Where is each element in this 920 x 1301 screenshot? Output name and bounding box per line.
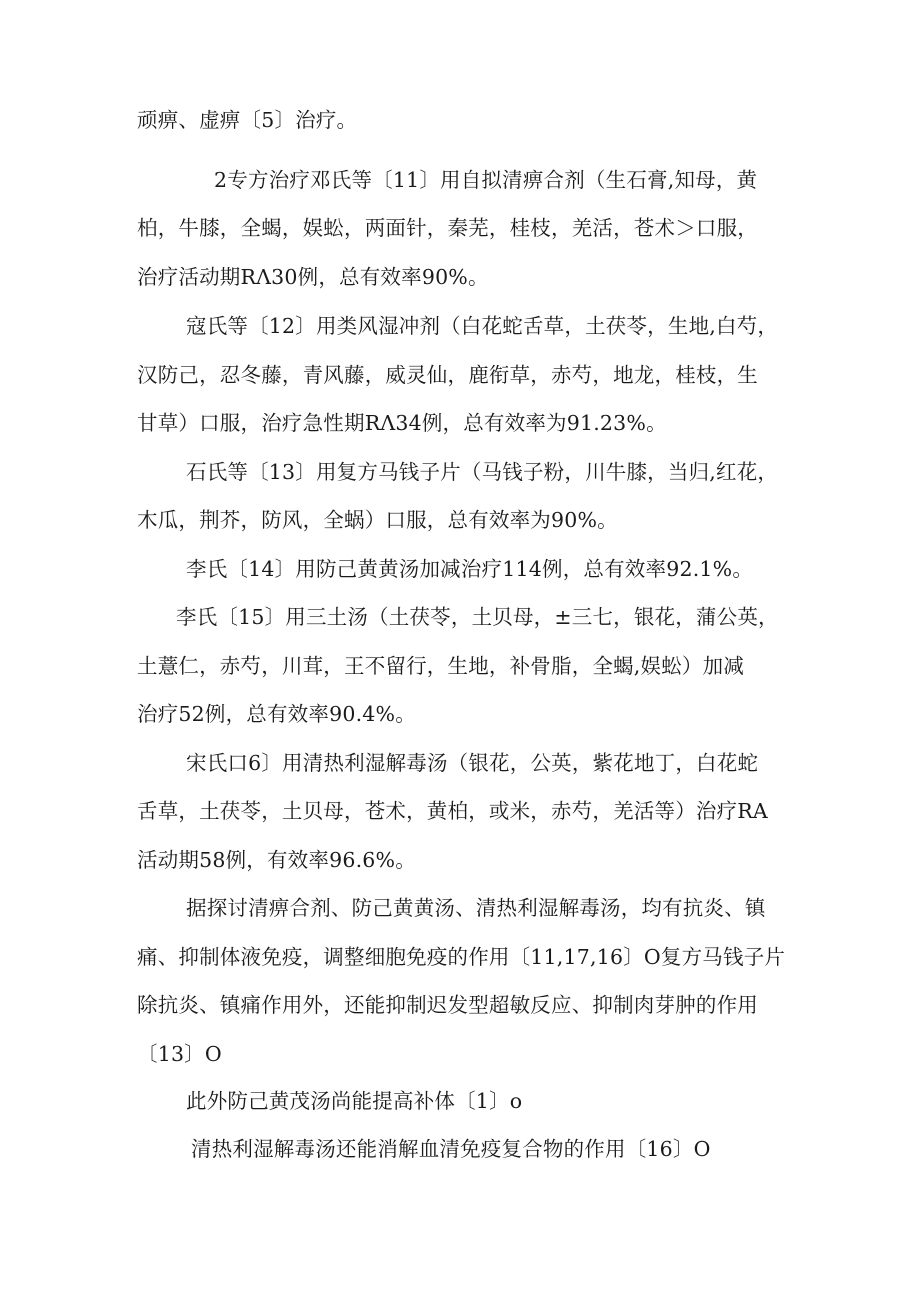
paragraph-9-line-1: 此外防己黄茂汤尚能提高补体〔1〕o (186, 1089, 523, 1113)
paragraph-2-line-3: 治疗活动期RΛ30例，总有效率90%。 (137, 265, 489, 289)
paragraph-8-line-3: 除抗炎、镇痛作用外，还能抑制迟发型超敏反应、抑制肉芽肿的作用 (137, 993, 758, 1017)
paragraph-8-line-2: 痛、抑制体液免疫，调整细胞免疫的作用〔11,17,16〕O复方马钱子片 (137, 945, 786, 969)
paragraph-7-line-1: 宋氏口6〕用清热利湿解毒汤（银花，公英，紫花地丁，白花蛇 (186, 751, 759, 775)
paragraph-3-line-2: 汉防己，忍冬藤，青风藤，威灵仙，鹿衔草，赤芍，地龙，桂枝，生 (137, 363, 758, 387)
paragraph-5-line-1: 李氏〔14〕用防己黄黄汤加减治疗114例，总有效率92.1%。 (186, 557, 754, 581)
paragraph-4-line-1: 石氏等〔13〕用复方马钱子片（马钱子粉，川牛膝，当归,红花， (186, 460, 779, 484)
paragraph-4-line-2: 木瓜，荆芥，防风，全蜗）口服，总有效率为90%。 (137, 508, 618, 532)
paragraph-10-line-1: 清热利湿解毒汤还能消解血清免疫复合物的作用〔16〕O (191, 1137, 711, 1161)
paragraph-7-line-2: 舌草，土茯苓，土贝母，苍术，黄柏，或米，赤芍，羌活等）治疗RA (137, 799, 768, 823)
paragraph-8-line-4: 〔13〕O (137, 1042, 222, 1066)
paragraph-8-line-1: 据探讨清痹合剂、防己黄黄汤、清热利湿解毒汤，均有抗炎、镇 (186, 896, 766, 920)
paragraph-2-line-2: 柏，牛膝，全蝎，娱蚣，两面针，秦芜，桂枝，羌活，苍术＞口服， (137, 216, 758, 240)
paragraph-6-line-2: 土薏仁，赤芍，川茸，王不留行，生地，补骨脂，全蝎,娱蚣）加减 (137, 654, 745, 678)
paragraph-1-line-1: 顽痹、虚痹〔5〕治疗。 (137, 108, 358, 132)
paragraph-6-line-1: 李氏〔15〕用三土汤（土茯苓，土贝母，±三七，银花，蒲公英， (176, 605, 779, 629)
paragraph-3-line-3: 甘草）口服，治疗急性期RΛ34例，总有效率为91.23%。 (137, 411, 667, 435)
paragraph-6-line-3: 治疗52例，总有效率90.4%。 (137, 702, 416, 726)
paragraph-3-line-1: 寇氏等〔12〕用类风湿冲剂（白花蛇舌草，土茯苓，生地,白芍， (186, 314, 779, 338)
paragraph-7-line-3: 活动期58例，有效率96.6%。 (137, 848, 416, 872)
paragraph-2-line-1: 2专方治疗邓氏等〔11〕用自拟清痹合剂（生石膏,知母，黄 (214, 168, 758, 192)
